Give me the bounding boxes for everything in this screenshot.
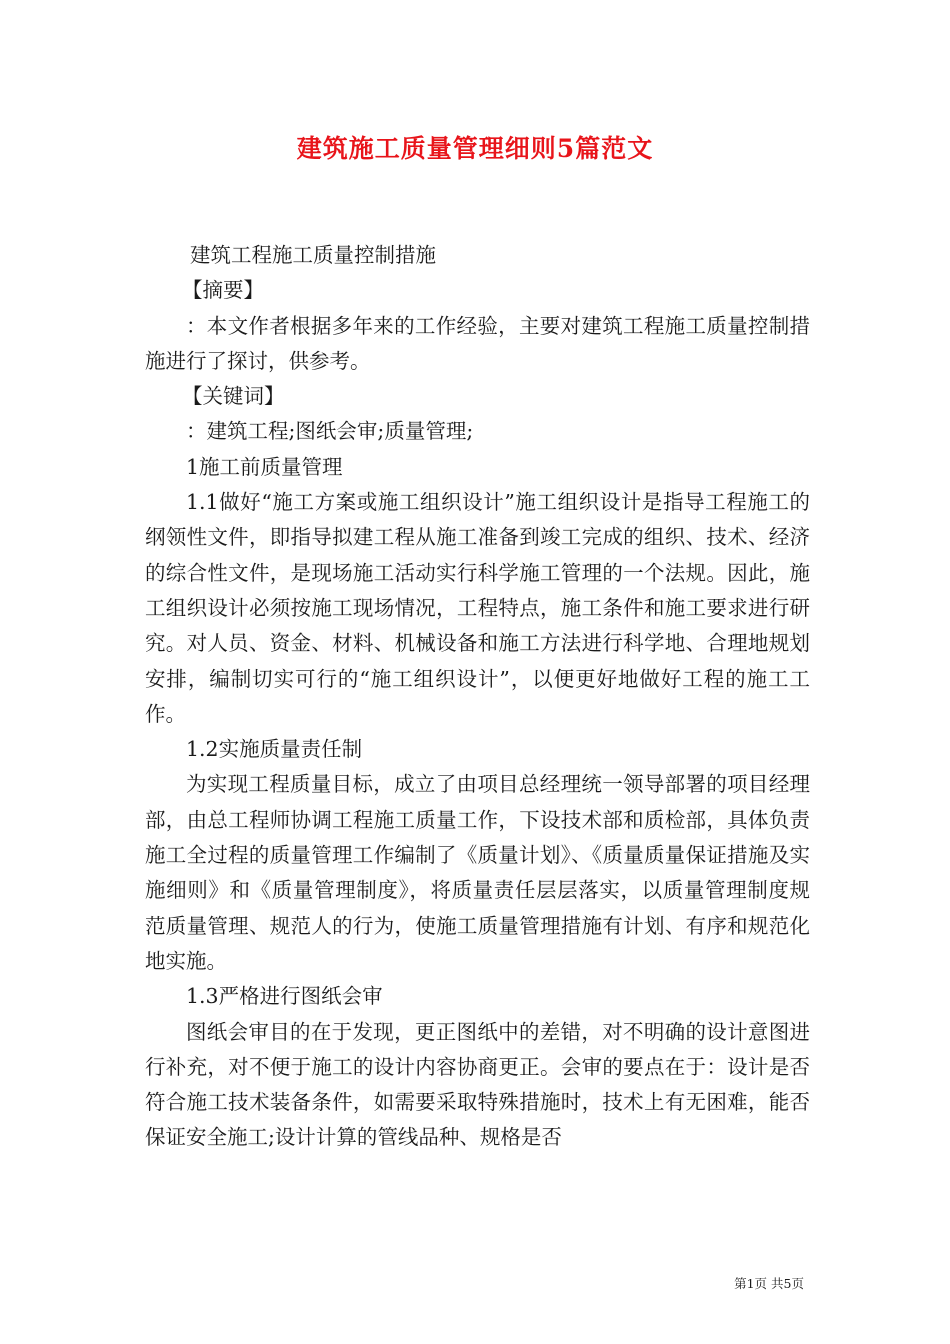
paragraph-1-1: 1.1做好“施工方案或施工组织设计”施工组织设计是指导工程施工的纲领性文件，即指导拟建工程从施工准备到竣工完成的组织、技术、经济的综合性文件，是现场施工活动实行科学施工管理的一个法规。因此，施工组织设计必须按施工现场情况，工程特点，施工条件和施工要求进行研究。对人员、资金、材料、机械设备和施工方法进行科学地、合理地规划安排，编制切实可行的“施工组织设计”，以便更好地做好工程的施工工作。 [145, 490, 810, 726]
document-title: 建筑施工质量管理细则5篇范文 [296, 134, 654, 163]
paragraph-1-2: 为实现工程质量目标，成立了由项目总经理统一领导部署的项目经理部，由总工程师协调工程施工质量工作，下设技术部和质检部，具体负责施工全过程的质量管理工作编制了《质量计划》、《质量质量保证措施及实施细则》和《质量管理制度》，将质量责任层层落实，以质量管理制度规范质量管理、规范人的行为，使施工质量管理措施有计划、有序和规范化地实施。 [145, 772, 810, 973]
section-heading-1: 1施工前质量管理 [186, 454, 343, 479]
section-heading: 建筑工程施工质量控制措施 [190, 243, 436, 267]
keywords-label: 【关键词】 [182, 384, 285, 409]
document-body [145, 238, 810, 1156]
keywords-text: ：建筑工程;图纸会审;质量管理; [186, 419, 474, 444]
paragraph-1-3: 图纸会审目的在于发现，更正图纸中的差错，对不明确的设计意图进行补充，对不便于施工的设计内容协商更正。会审的要点在于：设计是否符合施工技术装备条件，如需要采取特殊措施时，技术上有无困难，能否保证安全施工;设计计算的管线品种、规格是否 [145, 1019, 810, 1150]
page-number: 第1页 共5页 [734, 1276, 804, 1291]
abstract-label: 【摘要】 [182, 278, 264, 303]
section-heading-1-3: 1.3严格进行图纸会审 [186, 984, 383, 1009]
abstract-text: ：本文作者根据多年来的工作经验，主要对建筑工程施工质量控制措施进行了探讨，供参考。 [145, 313, 810, 373]
section-heading-1-2: 1.2实施质量责任制 [186, 737, 363, 762]
